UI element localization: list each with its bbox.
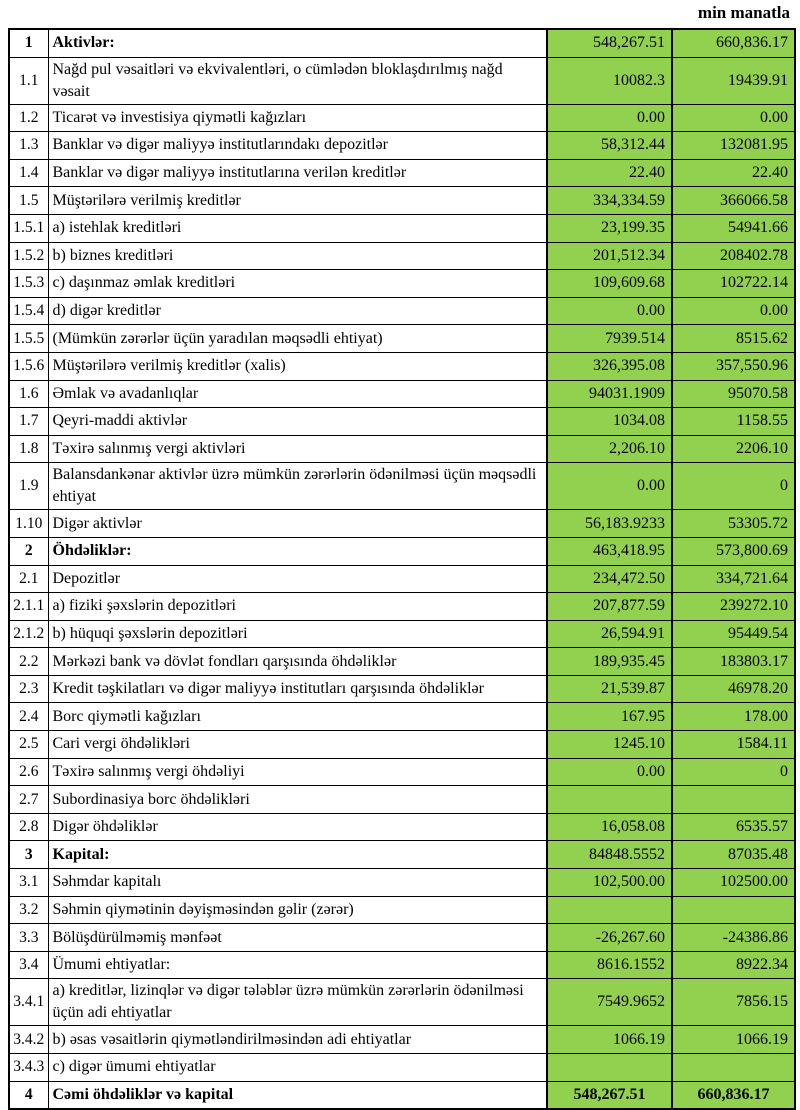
row-number-cell: 1.5.4 [9, 297, 48, 325]
row-number-cell: 3.3 [9, 924, 48, 952]
table-row [9, 270, 795, 298]
row-number-cell: 2.5 [9, 731, 48, 759]
value-period1-cell: 26,594.91 [547, 620, 672, 648]
row-number-cell: 2.3 [9, 675, 48, 703]
row-label-cell: Öhdəliklər: [48, 537, 547, 565]
value-period1-cell: 16,058.08 [547, 813, 672, 841]
row-number-cell: 1.5.2 [9, 242, 48, 270]
row-label-cell: Cəmi öhdəliklər və kapital [48, 1081, 547, 1109]
value-period1-cell: 56,183.9233 [547, 510, 672, 538]
table-row [9, 979, 795, 1026]
row-number-cell: 2.7 [9, 786, 48, 814]
value-period1-cell: 201,512.34 [547, 242, 672, 270]
value-period2-cell: 95449.54 [672, 620, 795, 648]
row-number-cell: 1.5.5 [9, 325, 48, 353]
table-row [9, 1081, 795, 1109]
table-row [9, 620, 795, 648]
row-number-cell: 1.5 [9, 187, 48, 215]
value-period2-cell: 660,836.17 [672, 1081, 795, 1109]
row-label-cell: Səhmin qiymətinin dəyişməsindən gəlir (zərər) [48, 896, 547, 924]
value-period1-cell: 207,877.59 [547, 593, 672, 621]
table-row [9, 510, 795, 538]
value-period2-cell: 8515.62 [672, 325, 795, 353]
value-period1-cell: 7939.514 [547, 325, 672, 353]
row-number-cell: 3.1 [9, 869, 48, 897]
row-number-cell: 2.1 [9, 565, 48, 593]
value-period2-cell: 366066.58 [672, 187, 795, 215]
row-number-cell: 1 [9, 29, 48, 57]
value-period1-cell [547, 896, 672, 924]
value-period1-cell: 7549.9652 [547, 979, 672, 1026]
value-period1-cell: 167.95 [547, 703, 672, 731]
table-row [9, 1054, 795, 1082]
value-period2-cell [672, 1054, 795, 1082]
row-label-cell: Aktivlər: [48, 29, 547, 57]
value-period2-cell: 0.00 [672, 104, 795, 132]
value-period1-cell: 548,267.51 [547, 1081, 672, 1109]
row-label-cell: Borc qiymətli kağızları [48, 703, 547, 731]
value-period1-cell: 326,395.08 [547, 352, 672, 380]
value-period2-cell: 1066.19 [672, 1026, 795, 1054]
value-period1-cell: 10082.3 [547, 57, 672, 104]
value-period1-cell: 0.00 [547, 463, 672, 510]
table-row [9, 380, 795, 408]
value-period1-cell: 21,539.87 [547, 675, 672, 703]
value-period2-cell: 357,550.96 [672, 352, 795, 380]
value-period1-cell: 334,334.59 [547, 187, 672, 215]
row-label-cell: Balansdankənar aktivlər üzrə mümkün zərərlərin ödənilməsi üçün məqsədli ehtiyat [48, 463, 547, 510]
row-number-cell: 1.8 [9, 435, 48, 463]
row-label-cell: Nağd pul vəsaitləri və ekvivalentləri, o cümlədən bloklaşdırılmış nağd vəsait [48, 57, 547, 104]
value-period2-cell: 660,836.17 [672, 29, 795, 57]
table-row [9, 896, 795, 924]
table-row [9, 325, 795, 353]
table-row [9, 758, 795, 786]
value-period1-cell: 2,206.10 [547, 435, 672, 463]
table-row [9, 703, 795, 731]
row-number-cell: 2.1.2 [9, 620, 48, 648]
table-row [9, 214, 795, 242]
row-label-cell: b) biznes kreditləri [48, 242, 547, 270]
row-label-cell: Banklar və digər maliyyə institutlarına verilən kreditlər [48, 159, 547, 187]
row-number-cell: 1.6 [9, 380, 48, 408]
table-row [9, 463, 795, 510]
row-label-cell: Müştərilərə verilmiş kreditlər [48, 187, 547, 215]
value-period1-cell: -26,267.60 [547, 924, 672, 952]
row-number-cell: 2.8 [9, 813, 48, 841]
value-period2-cell: -24386.86 [672, 924, 795, 952]
row-label-cell: Təxirə salınmış vergi aktivləri [48, 435, 547, 463]
value-period1-cell: 94031.1909 [547, 380, 672, 408]
value-period2-cell: 334,721.64 [672, 565, 795, 593]
row-label-cell: Depozitlər [48, 565, 547, 593]
row-number-cell: 2 [9, 537, 48, 565]
row-number-cell: 3 [9, 841, 48, 869]
value-period1-cell [547, 1054, 672, 1082]
row-label-cell: a) fiziki şəxslərin depozitləri [48, 593, 547, 621]
row-label-cell: Kapital: [48, 841, 547, 869]
value-period2-cell: 87035.48 [672, 841, 795, 869]
row-label-cell: Ümumi ehtiyatlar: [48, 951, 547, 979]
table-row [9, 408, 795, 436]
value-period2-cell: 7856.15 [672, 979, 795, 1026]
row-label-cell: Bölüşdürülməmiş mənfəət [48, 924, 547, 952]
row-number-cell: 1.4 [9, 159, 48, 187]
row-label-cell: Mərkəzi bank və dövlət fondları qarşısında öhdəliklər [48, 648, 547, 676]
table-row [9, 841, 795, 869]
table-row [9, 1026, 795, 1054]
row-label-cell: a) istehlak kreditləri [48, 214, 547, 242]
value-period1-cell: 548,267.51 [547, 29, 672, 57]
row-label-cell: Təxirə salınmış vergi öhdəliyi [48, 758, 547, 786]
table-row [9, 924, 795, 952]
row-number-cell: 1.3 [9, 132, 48, 160]
value-period2-cell: 0 [672, 758, 795, 786]
value-period2-cell: 102722.14 [672, 270, 795, 298]
row-number-cell: 2.1.1 [9, 593, 48, 621]
row-number-cell: 3.2 [9, 896, 48, 924]
row-number-cell: 3.4 [9, 951, 48, 979]
value-period2-cell: 54941.66 [672, 214, 795, 242]
value-period2-cell: 573,800.69 [672, 537, 795, 565]
value-period2-cell: 46978.20 [672, 675, 795, 703]
value-period1-cell: 0.00 [547, 758, 672, 786]
row-label-cell: c) digər ümumi ehtiyatlar [48, 1054, 547, 1082]
row-number-cell: 1.9 [9, 463, 48, 510]
row-number-cell: 2.4 [9, 703, 48, 731]
table-row [9, 593, 795, 621]
row-label-cell: c) daşınmaz əmlak kreditləri [48, 270, 547, 298]
row-number-cell: 1.7 [9, 408, 48, 436]
value-period1-cell: 58,312.44 [547, 132, 672, 160]
row-number-cell: 1.5.3 [9, 270, 48, 298]
value-period2-cell [672, 896, 795, 924]
row-number-cell: 2.6 [9, 758, 48, 786]
unit-label: min manatla [697, 3, 790, 22]
row-label-cell: b) əsas vəsaitlərin qiymətləndirilməsindən adi ehtiyatlar [48, 1026, 547, 1054]
value-period1-cell: 0.00 [547, 297, 672, 325]
row-number-cell: 1.5.6 [9, 352, 48, 380]
value-period2-cell: 1158.55 [672, 408, 795, 436]
table-row [9, 648, 795, 676]
value-period2-cell: 95070.58 [672, 380, 795, 408]
row-label-cell: Müştərilərə verilmiş kreditlər (xalis) [48, 352, 547, 380]
row-number-cell: 3.4.1 [9, 979, 48, 1026]
value-period2-cell: 1584.11 [672, 731, 795, 759]
row-label-cell: d) digər kreditlər [48, 297, 547, 325]
table-row [9, 57, 795, 104]
table-row [9, 537, 795, 565]
row-label-cell: a) kreditlər, lizinqlər və digər tələblər üzrə mümkün zərərlərin ödənilməsi üçün adi ehtiyatlar [48, 979, 547, 1026]
table-row [9, 132, 795, 160]
row-number-cell: 4 [9, 1081, 48, 1109]
row-label-cell: Digər aktivlər [48, 510, 547, 538]
value-period2-cell: 8922.34 [672, 951, 795, 979]
table-row [9, 104, 795, 132]
value-period1-cell: 8616.1552 [547, 951, 672, 979]
value-period1-cell: 1034.08 [547, 408, 672, 436]
table-row [9, 813, 795, 841]
table-row [9, 29, 795, 57]
row-number-cell: 2.2 [9, 648, 48, 676]
value-period2-cell: 132081.95 [672, 132, 795, 160]
row-number-cell: 1.5.1 [9, 214, 48, 242]
row-label-cell: Banklar və digər maliyyə institutlarındakı depozitlər [48, 132, 547, 160]
value-period1-cell: 23,199.35 [547, 214, 672, 242]
row-label-cell: Kredit təşkilatları və digər maliyyə institutları qarşısında öhdəliklər [48, 675, 547, 703]
value-period2-cell: 178.00 [672, 703, 795, 731]
value-period2-cell: 53305.72 [672, 510, 795, 538]
table-row [9, 565, 795, 593]
row-label-cell: Əmlak və avadanlıqlar [48, 380, 547, 408]
table-row [9, 951, 795, 979]
value-period1-cell [547, 786, 672, 814]
table-row [9, 352, 795, 380]
value-period1-cell: 84848.5552 [547, 841, 672, 869]
table-row [9, 435, 795, 463]
value-period2-cell: 0.00 [672, 297, 795, 325]
table-row [9, 159, 795, 187]
value-period2-cell: 22.40 [672, 159, 795, 187]
row-number-cell: 1.10 [9, 510, 48, 538]
table-row [9, 187, 795, 215]
value-period1-cell: 189,935.45 [547, 648, 672, 676]
row-label-cell: Subordinasiya borc öhdəlikləri [48, 786, 547, 814]
row-label-cell: Qeyri-maddi aktivlər [48, 408, 547, 436]
row-number-cell: 1.1 [9, 57, 48, 104]
balance-sheet-body [9, 29, 795, 1109]
row-number-cell: 1.2 [9, 104, 48, 132]
balance-sheet-table [8, 28, 796, 1110]
row-label-cell: Digər öhdəliklər [48, 813, 547, 841]
value-period2-cell: 183803.17 [672, 648, 795, 676]
row-label-cell: Səhmdar kapitalı [48, 869, 547, 897]
value-period1-cell: 463,418.95 [547, 537, 672, 565]
value-period2-cell: 239272.10 [672, 593, 795, 621]
value-period1-cell: 0.00 [547, 104, 672, 132]
table-row [9, 297, 795, 325]
value-period2-cell [672, 786, 795, 814]
row-label-cell: Cari vergi öhdəlikləri [48, 731, 547, 759]
row-label-cell: Ticarət və investisiya qiymətli kağızları [48, 104, 547, 132]
value-period2-cell: 6535.57 [672, 813, 795, 841]
table-row [9, 242, 795, 270]
value-period2-cell: 102500.00 [672, 869, 795, 897]
value-period1-cell: 234,472.50 [547, 565, 672, 593]
row-number-cell: 3.4.2 [9, 1026, 48, 1054]
table-row [9, 869, 795, 897]
value-period1-cell: 102,500.00 [547, 869, 672, 897]
value-period1-cell: 1245.10 [547, 731, 672, 759]
table-row [9, 675, 795, 703]
value-period2-cell: 2206.10 [672, 435, 795, 463]
value-period1-cell: 22.40 [547, 159, 672, 187]
value-period2-cell: 0 [672, 463, 795, 510]
value-period2-cell: 19439.91 [672, 57, 795, 104]
row-number-cell: 3.4.3 [9, 1054, 48, 1082]
row-label-cell: b) hüquqi şəxslərin depozitləri [48, 620, 547, 648]
table-row [9, 786, 795, 814]
table-row [9, 731, 795, 759]
row-label-cell: (Mümkün zərərlər üçün yaradılan məqsədli ehtiyat) [48, 325, 547, 353]
value-period1-cell: 109,609.68 [547, 270, 672, 298]
value-period2-cell: 208402.78 [672, 242, 795, 270]
value-period1-cell: 1066.19 [547, 1026, 672, 1054]
